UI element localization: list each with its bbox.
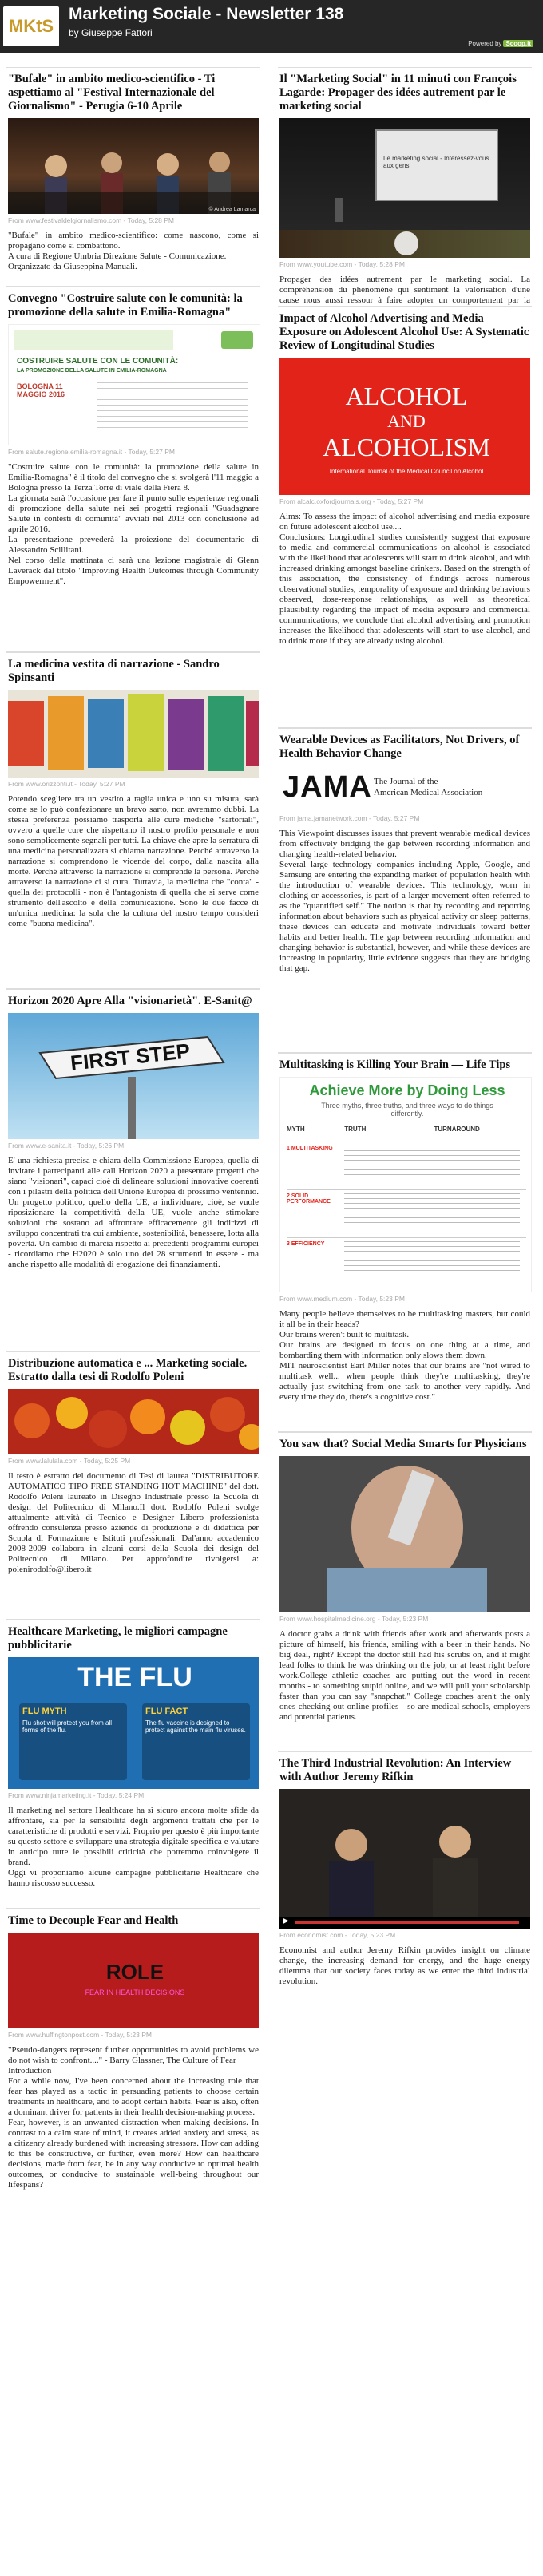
infographic-title: Achieve More by Doing Less	[309, 1082, 505, 1098]
article-image[interactable]	[279, 1456, 530, 1612]
article-source[interactable]: From www.e-sanita.it - Today, 5:26 PM	[8, 1142, 125, 1150]
article-body: Many people believe themselves to be multitasking masters, but could it all be in their heads? Our brains weren't built to multitask. Our brains are designed to focus on one thing at a time, and bombarding them with information only slows them down. MIT neuroscientist Earl Miller notes that our brains are "not wired to multitask well... when people think they're multitasking, they're actually just switching from one task to another very rapidly. And every time they do, there's a cognitive cost."	[279, 1309, 530, 1402]
speaker-figure	[335, 198, 343, 222]
journal-title: ALCOHOL AND ALCOHOLISM	[323, 382, 490, 461]
role-subtext: FEAR IN HEALTH DECISIONS	[85, 1988, 185, 1996]
mkts-logo[interactable]: MKtS	[3, 6, 59, 46]
salute-logo	[221, 331, 253, 349]
image-credit: © Andrea Lamarca	[208, 207, 256, 212]
image-date: BOLOGNA 11 MAGGIO 2016	[17, 382, 65, 398]
article-card	[278, 1053, 532, 1432]
article-source[interactable]: From www.youtube.com - Today, 5:28 PM	[279, 260, 405, 268]
article-source[interactable]: From www.festivaldelgiornalismo.com - Today, 5:28 PM	[8, 216, 175, 224]
article-source[interactable]: From alcalc.oxfordjournals.org - Today, 5:27 PM	[279, 497, 424, 505]
image-title: COSTRUIRE SALUTE CON LE COMUNITÀ:	[17, 357, 179, 366]
fruit-illustration	[8, 1389, 259, 1454]
spools-illustration	[8, 690, 259, 778]
flu-myth-panel	[19, 1703, 127, 1780]
image-program-lines	[97, 382, 248, 430]
article-source[interactable]: From www.huffingtonpost.com - Today, 5:23 PM	[8, 2031, 152, 2039]
article-body: "Bufale" in ambito medico-scientifico: come nascono, come si propagano come si combattono. A cura di Regione Umbria Direzione Salute - Comunicazione. Organizzato da Giuseppina Manuali.	[8, 231, 259, 271]
article-card	[278, 728, 532, 1053]
article-body: E' una richiesta precisa e chiara della Commissione Europea, quella di invitare i partecipanti alle call Horizon 2020 a presentare progetti che siano "visionari", capaci cioè di delineare soluzioni innovative coerenti con i pilastri della politica dell'Unione Europea di prossimo ventennio. Un progetto politico, quello della UE, a individuare, cioè, se vuole riposizionare la competitività della UE, vuole anche stimolare soluzioni che sostano ad affrontare efficacemente gli indirizzi di sviluppo concentrati tra cui ambiente, sostenibilità, benessere, lotta alla povertà. Un cambio di marcia rispetto ai precedenti programmi europei - ricordiamo che H2020 è solo uno dei 28 strumenti in essere - ma anche rispetto alle modalità di erogazione dei finanziamenti.	[8, 1156, 259, 1269]
newsletter-title[interactable]: Marketing Sociale - Newsletter 138	[69, 5, 344, 23]
article-source[interactable]: From www.orizzonti.it - Today, 5:27 PM	[8, 780, 125, 788]
article-title[interactable]: Healthcare Marketing, le migliori campagne pubblicitarie	[8, 1625, 228, 1652]
article-title[interactable]: Distribuzione automatica e ... Marketing sociale. Estratto dalla tesi di Rodolfo Poleni	[8, 1357, 248, 1383]
article-source[interactable]: From www.lalulala.com - Today, 5:25 PM	[8, 1457, 131, 1465]
jama-logo: JAMA	[283, 770, 372, 804]
article-card	[6, 1909, 260, 2252]
interview-video	[279, 1789, 530, 1929]
article-body: Il testo è estratto del documento di Tesi di laurea "DISTRIBUTORE AUTOMATICO TIPO FREE STANDING HOT MACHINE" del dott. Rodolfo Poleni laureato in Disegno Industriale presso la Scuola di design del Politecnico di Milano.Il dott. Rodolfo Poleni svolge attualmente attività di Tecnico e Designer Libero professionista offrendo consulenza presso aziende di produzione e di didattica per Scuola di Formazione e Istituti professionali. Dal'anno accademico 2008-2009 collabora in alcuni corsi della Scuola dei design del Politecnico di Milano. Per approfondire rivolgersi a: polenirodolfo@libero.it	[8, 1471, 259, 1574]
sign-text: FIRST STEP	[69, 1039, 192, 1075]
article-image[interactable]	[279, 1077, 532, 1292]
article-source[interactable]: From economist.com - Today, 5:23 PM	[279, 1931, 396, 1939]
article-card	[278, 307, 532, 728]
article-image[interactable]	[279, 1789, 530, 1929]
flu-fact-panel	[142, 1703, 250, 1780]
play-button-icon[interactable]	[394, 231, 418, 255]
article-card	[6, 652, 260, 989]
image-banner	[14, 330, 173, 350]
article-source[interactable]: From www.medium.com - Today, 5:23 PM	[279, 1295, 405, 1303]
article-image[interactable]	[8, 690, 259, 778]
right-column	[278, 67, 532, 1991]
doctor-drink-photo	[279, 1456, 530, 1612]
article-card	[6, 287, 260, 652]
powered-by[interactable]: Powered by Scoop.it	[468, 40, 533, 47]
road-sign-illustration	[8, 1013, 259, 1139]
flu-myth-text: Flu shot will protect you from all forms of the flu.	[22, 1719, 113, 1734]
projection-screen	[375, 129, 498, 201]
flu-myth-head: FLU MYTH	[22, 1707, 67, 1716]
article-card	[6, 989, 260, 1351]
article-title[interactable]: Il "Marketing Social" in 11 minuti con François Lagarde: Propager des idées autrement par le marketing social	[279, 73, 517, 113]
article-image[interactable]	[8, 1933, 259, 2028]
infographic-row: 1 MULTITASKING	[287, 1142, 526, 1184]
article-title[interactable]: Horizon 2020 Apre Alla "visionarietà". E-Sanit@	[8, 995, 252, 1007]
newsletter-author: by Giuseppe Fattori	[69, 27, 153, 38]
article-card	[6, 1620, 260, 1909]
video-play-icon[interactable]: ▶	[283, 1917, 289, 1925]
article-image[interactable]	[8, 324, 260, 445]
newsletter-header	[0, 0, 543, 53]
infographic-row: 3 EFFICIENCY	[287, 1237, 526, 1280]
article-image[interactable]	[279, 118, 530, 258]
article-card	[6, 67, 260, 287]
article-source[interactable]: From jama.jamanetwork.com - Today, 5:27 PM	[279, 814, 420, 822]
flu-fact-head: FLU FACT	[145, 1707, 188, 1716]
article-title[interactable]: Multitasking is Killing Your Brain — Life Tips	[279, 1058, 511, 1071]
infographic-subtitle: Three myths, three truths, and three ways to do things differently.	[321, 1102, 493, 1118]
flu-fact-text: The flu vaccine is designed to protect against the main flu viruses.	[145, 1719, 246, 1734]
article-body: Potendo scegliere tra un vestito a taglia unica e uno su misura, sarà come se lo può confezionare un bravo sarto, non avremmo dubbi. La stessa preferenza possiamo trasporla alle cure mediche "sartoriali", ovvero a quelle cure che rispettano il nostro profilo personale e non sono semplicemente segnali per tutti. La chiave che apre la serratura di una medicina personalizzata si chiama narrazione. Perché attraverso la narrazione si comprendono le vicende del corpo, dalla nascita alla morte. Perché attraverso la narrazione si comprende la persona. Perché attraverso la narrazione ci si cura. Tuttavia, la medicina che "conta" - quella dei protocolli - non è l'antagonista di quella che si serve come strumento dell'ascolto e della comunicazione. Sono le due facce di un'unica medicina: la sola che la cultura del nostro tempo consideri come "buona medicina".	[8, 794, 259, 928]
infographic-headers: MYTH TRUTH TURNAROUND	[287, 1126, 480, 1133]
article-body: "Pseudo-dangers represent further opportunities to avoid problems we do not wish to confront...." - Barry Glassner, The Culture of Fear Introduction For a while now, I've been concerned about the increasing role that fear has played as a tactic in persuading patients to choose certain treatments in healthcare, and to adopt certain habits. Fear is also, often a dominant driver for patients in their health decision-making process. Fear, however, is an unwanted distraction when making decisions. In contrast to a calm state of mind, it creates added anxiety and stress, as a citizenry already burdened with increasing stressors. How can adding to this be constructive, or further, even more? How can healthcare decisions, made from fear, be in any way conducive to optimal health outcomes, or conducive to sustainable well-being throughout our lifespans?	[8, 2045, 259, 2190]
left-column	[6, 67, 260, 2252]
article-body: Economist and author Jeremy Rifkin provides insight on climate change, the increasing demand for energy, and the huge energy dilemma that our society faces today as we enter the third industrial revolution.	[279, 1945, 530, 1986]
article-title[interactable]: "Bufale" in ambito medico-scientifico - Ti aspettiamo al "Festival Internazionale del Giornalismo" - Perugia 6-10 Aprile	[8, 73, 216, 113]
article-source[interactable]: From www.ninjamarketing.it - Today, 5:24 PM	[8, 1791, 145, 1799]
journal-subtitle: International Journal of the Medical Council on Alcohol	[329, 468, 484, 475]
article-source[interactable]: From www.hospitalmedicine.org - Today, 5:23 PM	[279, 1615, 429, 1623]
article-body: This Viewpoint discusses issues that prevent wearable medical devices from effectively bridging the gap between recording information and changing health-related behavior. Several large technology companies including Apple, Google, and Samsung are entering the expanding market of population health with the introduction of wearable devices. This technology, worn in clothing or accessories, is part of a larger movement often referred to as the "quantified self." The notion is that by recording and reporting information about behaviors such as physical activity or sleep patterns, these devices can educate and motivate individuals toward better habits and better health. The gap between recording information and changing behavior is substantial, however, and while these devices are increasing in popularity, little evidence suggests that they are bridging that gap.	[279, 829, 530, 973]
article-image[interactable]	[8, 1013, 259, 1139]
article-image[interactable]	[8, 1389, 259, 1454]
article-title[interactable]: Wearable Devices as Facilitators, Not Drivers, of Health Behavior Change	[279, 734, 520, 760]
scoopit-logo[interactable]: Scoop.it	[503, 40, 533, 47]
article-title[interactable]: La medicina vestita di narrazione - Sandro Spinsanti	[8, 658, 220, 684]
article-image[interactable]	[279, 766, 530, 812]
article-source[interactable]: From salute.regione.emilia-romagna.it - Today, 5:27 PM	[8, 448, 175, 456]
article-card	[278, 1751, 532, 1991]
infographic-row: 2 SOLID PERFORMANCE	[287, 1189, 526, 1232]
flu-title: THE FLU	[77, 1662, 192, 1692]
article-card	[278, 1432, 532, 1751]
role-text: ROLE	[105, 1960, 164, 1984]
jama-line2: American Medical Association	[374, 788, 483, 797]
article-image[interactable]	[8, 118, 259, 214]
article-title[interactable]: Time to Decouple Fear and Health	[8, 1914, 179, 1927]
article-card	[278, 67, 532, 307]
article-body: Aims: To assess the impact of alcohol advertising and media exposure on future adolescent alcohol use.... Conclusions: Longitudinal studies consistently suggest that exposure to media and commercial communications on alcohol is associated with the likelihood that adolescents will start to drink alcohol, and with increased drinking amongst baseline drinkers. Based on the strength of this association, the consistency of findings across numerous observational studies, temporality of exposure and drinking behaviours observed, dose-response relationships, as well as theoretical plausibility regarding the impact of media exposure and commercial communications, we conclude that alcohol advertising and promotion increases the likelihood that adolescents will start to use alcohol, and to drink more if they are already using alcohol.	[279, 512, 530, 646]
article-image[interactable]	[279, 358, 530, 495]
image-subtitle: LA PROMOZIONE DELLA SALUTE IN EMILIA-ROMAGNA	[17, 368, 167, 374]
article-title[interactable]: The Third Industrial Revolution: An Interview with Author Jeremy Rifkin	[279, 1757, 512, 1783]
article-title[interactable]: Convegno "Costruire salute con le comunità: la promozione della salute in Emilia-Romagna"	[8, 292, 243, 319]
screen-text: Le marketing social - Intéressez-vous aux gens	[383, 155, 489, 169]
jama-line1: The Journal of the	[374, 777, 438, 786]
article-body: "Costruire salute con le comunità: la promozione della salute in Emilia-Romagna" è il titolo del convegno che si svolgerà l'11 maggio a Bologna presso la Terza Torre di viale della Fiera 8. La giornata sarà l'occasione per fare il punto sulle esperienze regionali di promozione della salute nei sei progetti regionali "Guadagnare Salute in contesti di comunità" avviati nel 2013 con conclusione ad aprile 2016. La presentazione prevederà la proiezione del documentario di Alessandro Scillitani. Nel corso della mattinata ci sarà una lezione magistrale di Glenn Laverack dal titolo "Improving Health Outcomes through Community Empowerment".	[8, 462, 259, 586]
article-title[interactable]: Impact of Alcohol Advertising and Media Exposure on Adolescent Alcohol Use: A Systematic Review of Longitudinal Studies	[279, 312, 529, 352]
article-image[interactable]	[8, 1657, 259, 1789]
article-title[interactable]: You saw that? Social Media Smarts for Physicians	[279, 1438, 527, 1450]
article-body: Propager des idées autrement par le marketing social. La compréhension du phénomène qui sentiment la valorisation d'une cause nous aussi ressour à faire adopter un comportement par la	[279, 275, 530, 305]
article-card	[6, 1351, 260, 1620]
article-body: A doctor grabs a drink with friends after work and afterwards posts a picture of himself, his friends, smiling with a beer in their hands. No big deal, right? Except the doctor still had his scrubs on, and it might lead folks to think he was drinking on the job, or at least right before work.College athletic coaches are putting out the word in recent months - to something stupid online, and we will pull your scholarship faster than you can say "snapchat." College coaches aren't the only ones checking out online profiles - so are medical schools, employers and potential patients.	[279, 1629, 530, 1722]
article-body: Il marketing nel settore Healthcare ha sì sicuro ancora molte sfide da affrontare, sia per la sensibilità degli argomenti trattati che per le caratteristiche di prodotti e servizi. Proprio per questo è più importante su questo settore e sviluppare una strategia digitale specifica e valutare in anticipo tutte le possibili criticità che potremmo coinvolgere il brand. Oggi vi proponiamo alcune campagne pubblicitarie Healthcare che hanno riscosso successo.	[8, 1806, 259, 1888]
